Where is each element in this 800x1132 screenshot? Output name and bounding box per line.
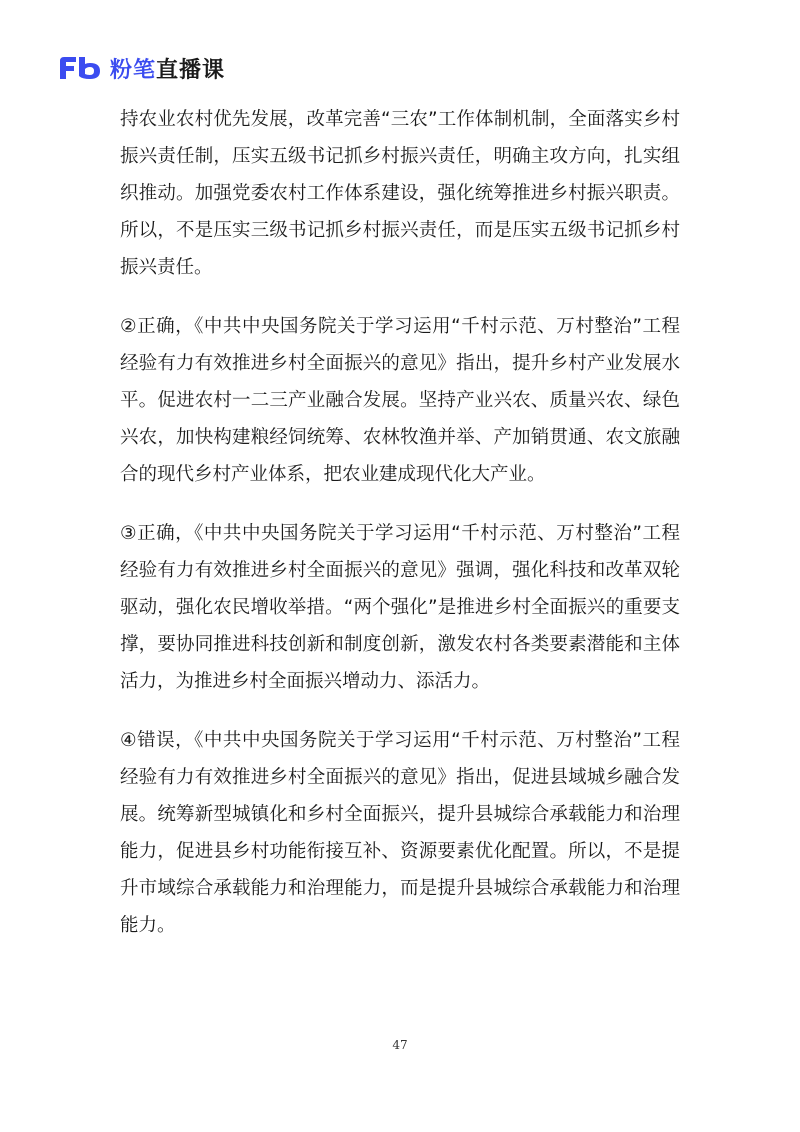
page-header [58, 52, 225, 84]
paragraph-2: ②正确，《中共中央国务院关于学习运用“千村示范、万村整治”工程经验有力有效推进乡村全面振兴的意见》指出，提升乡村产业发展水平。促进农村一二三产业融合发展。坚持产业兴农、质量兴农、绿色兴农，加快构建粮经饲统筹、农林牧渔并举、产加销贯通、农文旅融合的现代乡村产业体系，把农业建成现代化大产业。 [120, 316, 680, 485]
paragraph-4: ④错误，《中共中央国务院关于学习运用“千村示范、万村整治”工程经验有力有效推进乡村全面振兴的意见》指出，促进县域城乡融合发展。统筹新型城镇化和乡村全面振兴，提升县城综合承载能力和治理能力，促进县乡村功能衔接互补、资源要素优化配置。所以，不是提升市域综合承载能力和治理能力，而是提升县城综合承载能力和治理能力。 [120, 730, 680, 936]
paragraph-3: ③正确，《中共中央国务院关于学习运用“千村示范、万村整治”工程经验有力有效推进乡村全面振兴的意见》强调，强化科技和改革双轮驱动，强化农民增收举措。“两个强化”是推进乡村全面振兴的重要支撑，要协同推进科技创新和制度创新，激发农村各类要素潜能和主体活力，为推进乡村全面振兴增动力、添活力。 [120, 523, 680, 692]
document-body [120, 101, 680, 966]
logo-sub: 直播课 [156, 57, 226, 83]
paragraph-1: 持农业农村优先发展，改革完善“三农”工作体制机制，全面落实乡村振兴责任制，压实五级书记抓乡村振兴责任，明确主攻方向，扎实组织推动。加强党委农村工作体系建设，强化统筹推进乡村振兴职责。所以，不是压实三级书记抓乡村振兴责任，而是压实五级书记抓乡村振兴责任。 [120, 109, 680, 278]
logo-text [110, 53, 225, 84]
page-number: 47 [392, 1038, 408, 1052]
logo-brand: 粉笔 [110, 57, 157, 83]
fb-logo-icon [58, 55, 104, 81]
